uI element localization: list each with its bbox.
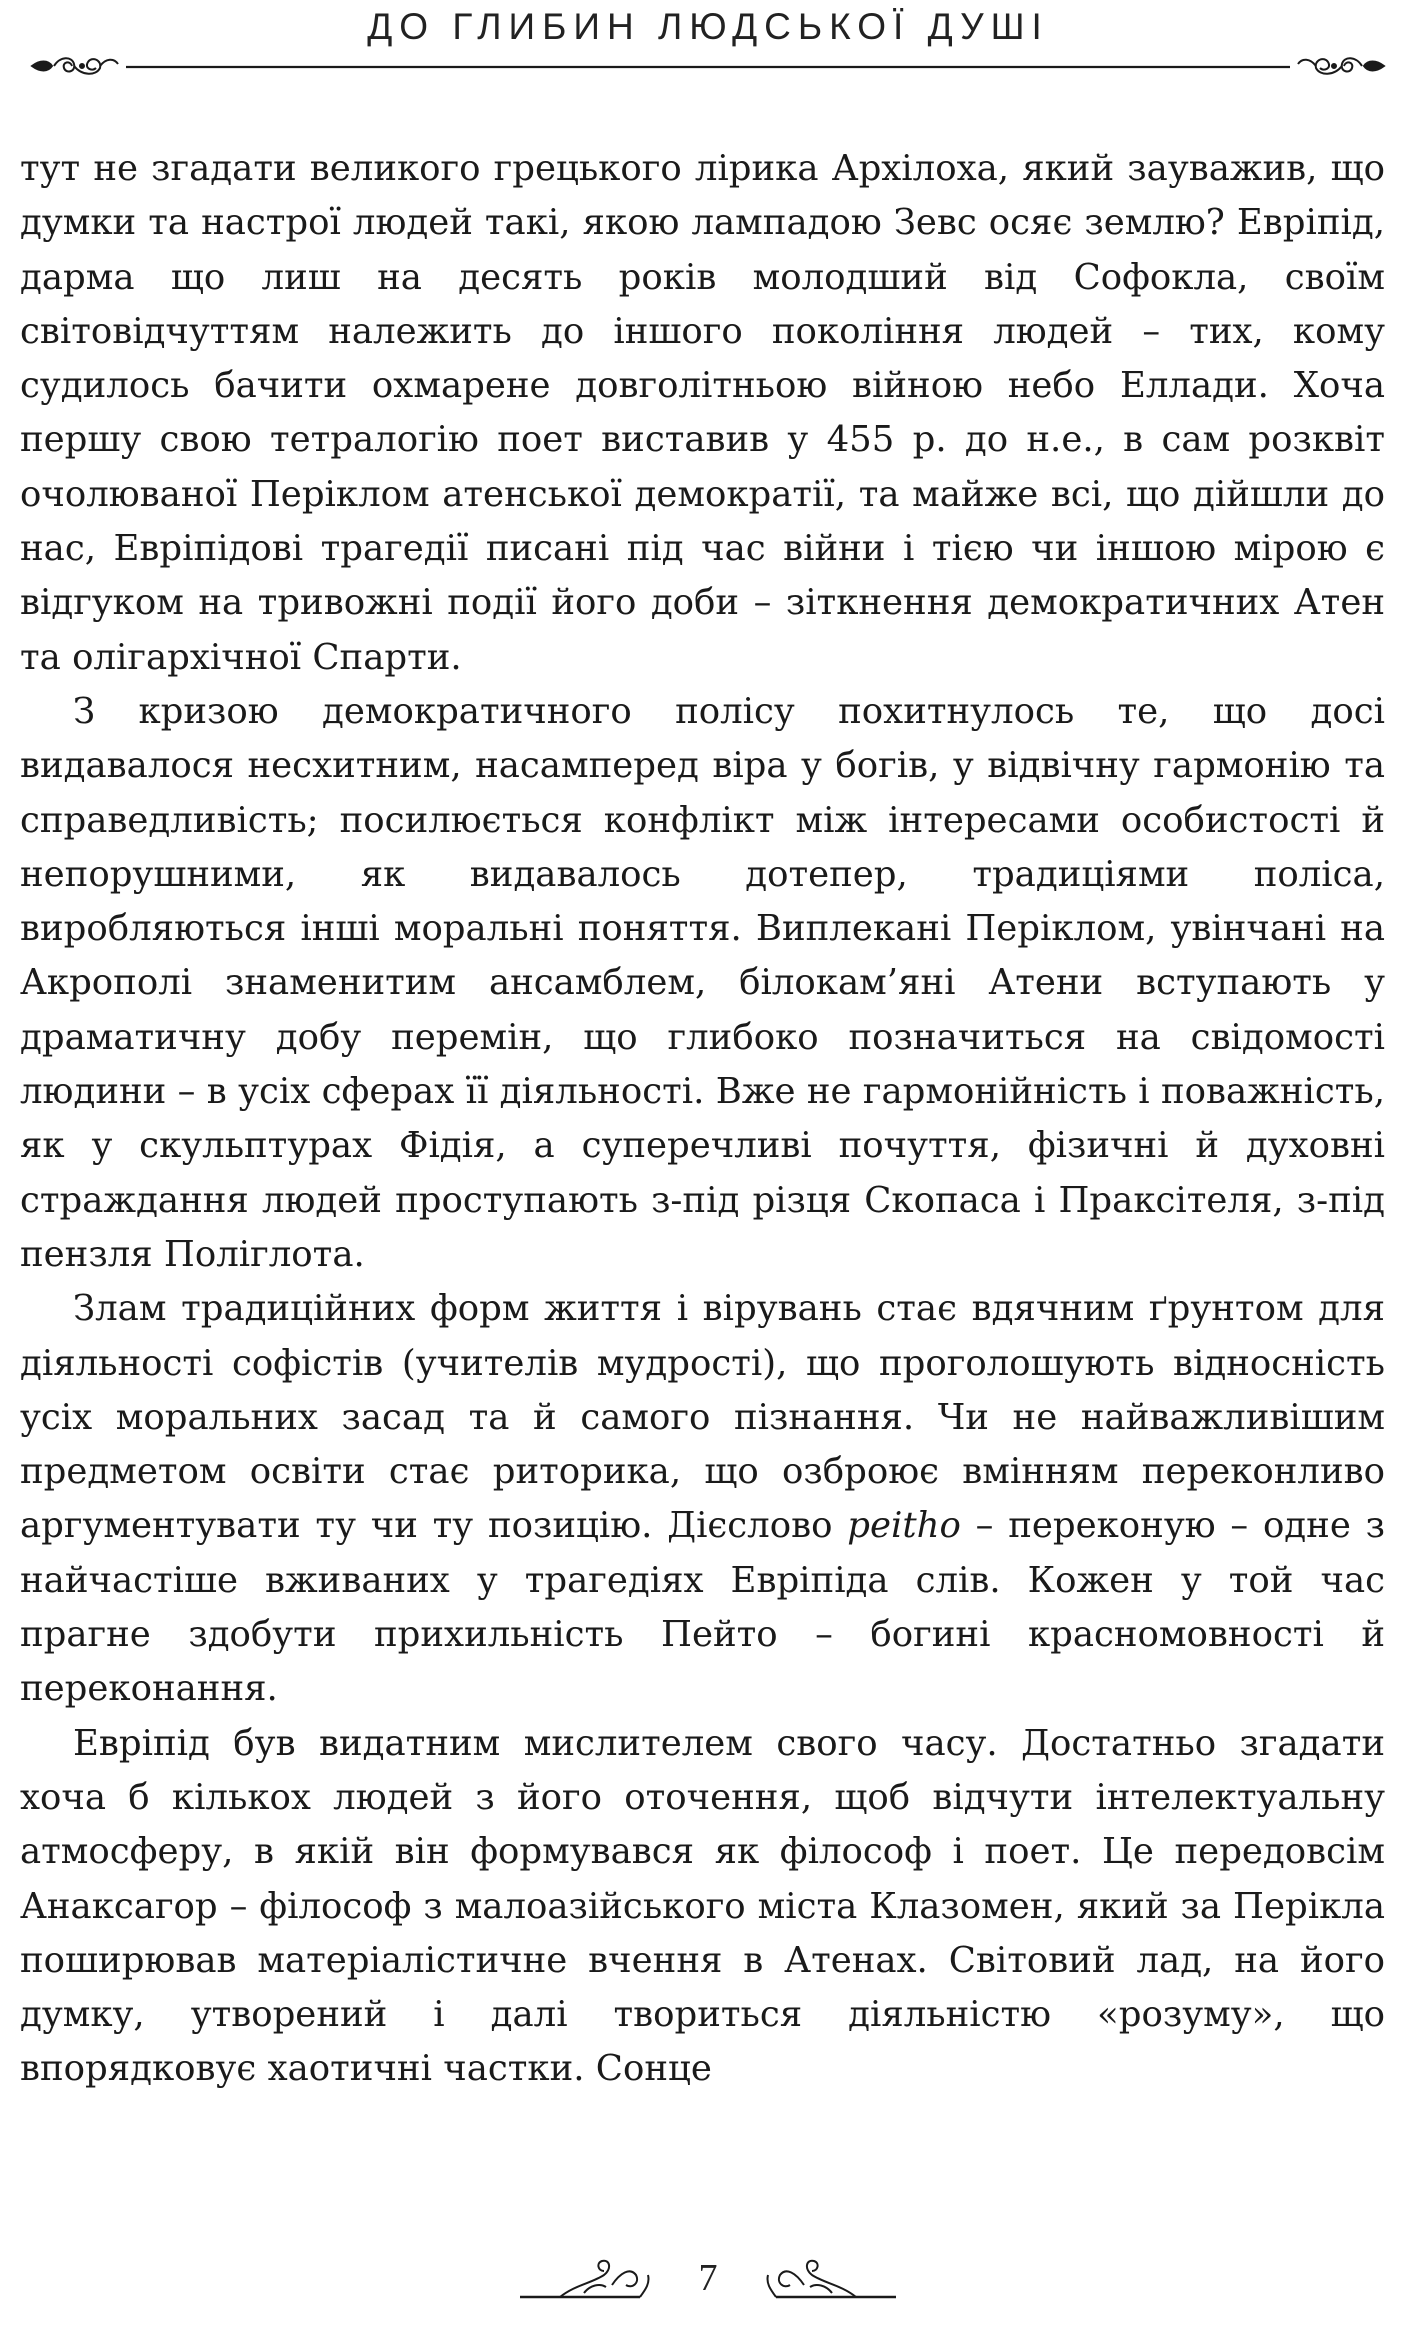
paragraph bbox=[20, 685, 1385, 1282]
running-head-title: ДО ГЛИБИН ЛЮДСЬКОЇ ДУШІ bbox=[367, 6, 1049, 47]
right-flourish-icon bbox=[1298, 58, 1384, 74]
paragraph-text: З кризою демократичного полісу похитнулось те, що досі видавалося несхитним, насамперед віра у богів, у відвічну гармонію та справедливість; посилюється конфлікт між інтересами особистості й непорушними, як видавалось дотепер, традиціями поліса, виробляються інші моральні поняття. Виплекані Періклом, увінчані на Акрополі знаменитим ансамблем, білокам’яні Атени вступають у драматичну добу перемін, що глибоко позначиться на свідомості людини – в усіх сферах її діяльності. Вже не гармонійність і поважність, як у скульптурах Фідія, а суперечливі почуття, фізичні й духовні страждання людей проступають з-під різця Скопаса і Праксітеля, з-під пензля Поліглота. bbox=[20, 690, 1385, 1275]
paragraph-text: Злам традиційних форм життя і вірувань стає вдячним ґрунтом для діяльності софістів (учителів мудрості), що проголошують відносність усіх моральних засад та й самого пізнання. Чи не найважливішим предметом освіти стає риторика, що озброює вмінням переконливо аргументувати ту чи ту позицію. Дієслово bbox=[20, 1288, 1385, 1547]
paragraph-text: Евріпід був видатним мислителем свого часу. Достатньо згадати хоча б кількох людей з його оточення, щоб відчути інтелектуальну атмосферу, в якій він формувався як філософ і поет. Це передовсім Анаксагор – філософ з малоазійського міста Клазомен, який за Перікла поширював матеріалістичне вчення в Атенах. Світовий лад, на його думку, утворений і далі твориться діяльністю «розуму», що впорядковує хаотичні частки. Сонце bbox=[20, 1722, 1385, 2090]
paragraph bbox=[20, 1282, 1385, 1716]
paragraph bbox=[20, 142, 1385, 685]
left-flourish-icon bbox=[32, 58, 118, 74]
paragraph bbox=[20, 1717, 1385, 2097]
header-ornamental-rule bbox=[30, 46, 1386, 86]
page-number: 7 bbox=[698, 2257, 718, 2299]
paragraph-text: тут не згадати великого грецького лірика Архілоха, який зауважив, що думки та настрої людей такі, якою лампадою Зевс осяє землю? Евріпід, дарма що лиш на десять років молодший від Софокла, своїм світовідчуттям належить до іншого покоління людей – тих, кому судилось бачити охмарене довголітньою війною небо Еллади. Хоча першу свою тетралогію поет виставив у 455 р. до н.е., в сам розквіт очолюваної Періклом атенської демократії, та майже всі, що дійшли до нас, Евріпідові трагедії писані під час війни і тією чи іншою мірою є відгуком на тривожні події його доби – зіткнення демократичних Атен та олігархічної Спарти. bbox=[20, 148, 1385, 678]
body-text bbox=[20, 142, 1385, 2097]
paragraph-text: – переконую – одне з найчастіше вживаних у трагедіях Евріпіда слів. Кожен у той час прагне здобути прихильність Пейто – богині красномовності й переконання. bbox=[20, 1505, 1385, 1710]
italic-term: peitho bbox=[847, 1505, 961, 1547]
